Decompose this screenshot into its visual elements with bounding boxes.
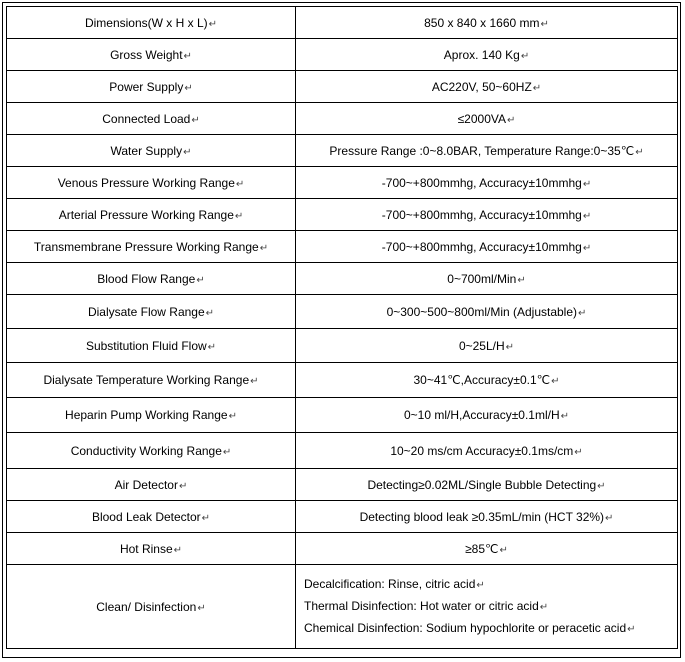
table-row: [7, 433, 678, 469]
paragraph-mark-icon: ↵: [234, 210, 244, 222]
paragraph-mark-icon: ↵: [191, 114, 200, 126]
row-label: Arterial Pressure Working Range↵: [7, 199, 296, 231]
paragraph-mark-icon: ↵: [250, 376, 259, 387]
row-value: [296, 565, 678, 649]
paragraph-mark-icon: ↵: [183, 146, 192, 158]
row-label: Substitution Fluid Flow↵: [7, 329, 296, 363]
paragraph-mark-icon: ↵: [476, 579, 485, 591]
table-row: [7, 565, 678, 649]
row-label: Blood Leak Detector↵: [7, 501, 296, 533]
paragraph-mark-icon: ↵: [205, 307, 215, 319]
paragraph-mark-icon: ↵: [574, 446, 583, 458]
table-row: [7, 39, 678, 71]
paragraph-mark-icon: ↵: [627, 623, 636, 635]
row-value: ≥85℃↵: [296, 533, 678, 565]
paragraph-mark-icon: ↵: [178, 480, 188, 492]
row-value: -700~+800mmhg, Accuracy±10mmhg↵: [296, 167, 678, 199]
paragraph-mark-icon: ↵: [582, 210, 592, 222]
row-value: Detecting≥0.02ML/Single Bubble Detecting↵: [296, 469, 678, 501]
paragraph-mark-icon: ↵: [222, 446, 232, 458]
paragraph-mark-icon: ↵: [235, 178, 245, 190]
table-row: [7, 71, 678, 103]
paragraph-mark-icon: ↵: [197, 602, 206, 614]
paragraph-mark-icon: ↵: [582, 242, 592, 254]
table-row: [7, 167, 678, 199]
clean-line: Thermal Disinfection: Hot water or citric acid↵: [304, 598, 549, 613]
row-label: Conductivity Working Range↵: [7, 433, 296, 469]
table-row: [7, 199, 678, 231]
row-value: Detecting blood leak ≥0.35mL/min (HCT 32%)↵: [296, 501, 678, 533]
paragraph-mark-icon: ↵: [184, 82, 193, 94]
row-label: Dialysate Temperature Working Range↵: [7, 363, 296, 398]
row-value: -700~+800mmhg, Accuracy±10mmhg↵: [296, 199, 678, 231]
row-label: Power Supply↵: [7, 71, 296, 103]
row-label: Gross Weight↵: [7, 39, 296, 71]
row-value: 0~300~500~800ml/Min (Adjustable)↵: [296, 295, 678, 329]
paragraph-mark-icon: ↵: [597, 480, 606, 492]
paragraph-mark-icon: ↵: [551, 376, 560, 387]
row-value: Pressure Range :0~8.0BAR, Temperature Range:0~35℃↵: [296, 135, 678, 167]
row-value: Aprox. 140 Kg↵: [296, 39, 678, 71]
paragraph-mark-icon: ↵: [208, 18, 218, 30]
row-value: 10~20 ms/cm Accuracy±0.1ms/cm↵: [296, 433, 678, 469]
paragraph-mark-icon: ↵: [259, 242, 269, 254]
row-label: Clean/ Disinfection↵: [7, 565, 296, 649]
row-label: Venous Pressure Working Range↵: [7, 167, 296, 199]
row-label: Hot Rinse↵: [7, 533, 296, 565]
row-label: Dimensions(W x H x L)↵: [7, 7, 296, 39]
table-row: [7, 263, 678, 295]
clean-line: Chemical Disinfection: Sodium hypochlorite or peracetic acid↵: [304, 620, 636, 635]
paragraph-mark-icon: ↵: [635, 146, 644, 158]
table-row: [7, 398, 678, 433]
row-value: -700~+800mmhg, Accuracy±10mmhg↵: [296, 231, 678, 263]
row-value: 0~25L/H↵: [296, 329, 678, 363]
paragraph-mark-icon: ↵: [578, 307, 587, 319]
paragraph-mark-icon: ↵: [505, 341, 515, 353]
row-value: 0~700ml/Min↵: [296, 263, 678, 295]
paragraph-mark-icon: ↵: [582, 178, 592, 190]
table-row: [7, 135, 678, 167]
row-label: Heparin Pump Working Range↵: [7, 398, 296, 433]
row-label: Blood Flow Range↵: [7, 263, 296, 295]
paragraph-mark-icon: ↵: [539, 601, 549, 613]
paragraph-mark-icon: ↵: [560, 411, 570, 422]
paragraph-mark-icon: ↵: [228, 411, 237, 422]
table-row: [7, 501, 678, 533]
table-row: [7, 231, 678, 263]
paragraph-mark-icon: ↵: [183, 50, 192, 62]
paragraph-mark-icon: ↵: [540, 18, 549, 30]
table-row: [7, 329, 678, 363]
row-label: Water Supply↵: [7, 135, 296, 167]
row-value: 0~10 ml/H,Accuracy±0.1ml/H↵: [296, 398, 678, 433]
row-value: 30~41℃,Accuracy±0.1℃↵: [296, 363, 678, 398]
table-row: [7, 7, 678, 39]
clean-line: Decalcification: Rinse, citric acid↵: [304, 576, 485, 591]
row-label: Air Detector↵: [7, 469, 296, 501]
table-row: [7, 533, 678, 565]
row-value: AC220V, 50~60HZ↵: [296, 71, 678, 103]
paragraph-mark-icon: ↵: [196, 274, 205, 286]
paragraph-mark-icon: ↵: [499, 544, 508, 556]
table-row: [7, 469, 678, 501]
row-value: ≤2000VA↵: [296, 103, 678, 135]
spec-table: [6, 6, 678, 649]
paragraph-mark-icon: ↵: [173, 544, 183, 556]
table-row: [7, 363, 678, 398]
table-row: [7, 295, 678, 329]
paragraph-mark-icon: ↵: [507, 114, 516, 126]
row-label: Connected Load↵: [7, 103, 296, 135]
table-row: [7, 103, 678, 135]
paragraph-mark-icon: ↵: [201, 512, 211, 524]
paragraph-mark-icon: ↵: [520, 50, 530, 62]
paragraph-mark-icon: ↵: [605, 512, 614, 524]
paragraph-mark-icon: ↵: [517, 274, 526, 286]
row-label: Transmembrane Pressure Working Range↵: [7, 231, 296, 263]
paragraph-mark-icon: ↵: [532, 82, 542, 94]
row-value: 850 x 840 x 1660 mm↵: [296, 7, 678, 39]
paragraph-mark-icon: ↵: [207, 341, 217, 353]
row-label: Dialysate Flow Range↵: [7, 295, 296, 329]
